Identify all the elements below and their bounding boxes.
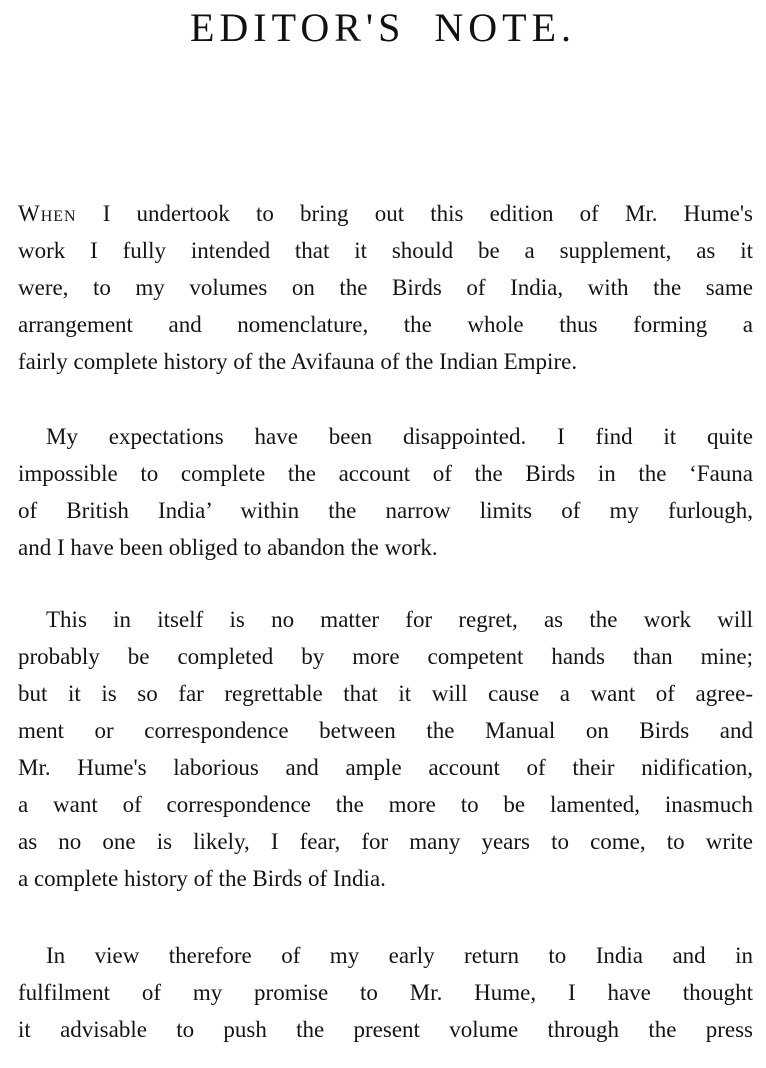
- text-line: it advisable to push the present volume through the press: [18, 1017, 753, 1042]
- text-line: a want of correspondence the more to be lamented, inasmuch: [18, 792, 753, 817]
- text-line: [0, 195, 766, 232]
- text-line: In view therefore of my early return to India and in: [46, 943, 753, 968]
- text-line-rest: I undertook to bring out this edition of Mr. Hume's: [76, 201, 753, 226]
- text-line: work I fully intended that it should be a supplement, as it: [18, 238, 753, 263]
- text-line: ment or correspondence between the Manual on Birds and: [18, 718, 753, 743]
- text-line: Mr. Hume's laborious and ample account of their nidification,: [18, 755, 753, 780]
- page-title: EDITOR'S NOTE.: [189, 5, 576, 50]
- lead-word: When: [18, 201, 77, 226]
- text-line: This in itself is no matter for regret, as the work will: [46, 607, 753, 632]
- paragraph-3: [0, 601, 766, 897]
- text-line: were, to my volumes on the Birds of India, with the same: [18, 275, 753, 300]
- text-line: of British India’ within the narrow limits of my furlough,: [18, 498, 753, 523]
- paragraph-2: [0, 418, 766, 566]
- text-line: My expectations have been disappointed. I find it quite: [46, 424, 753, 449]
- text-line: fairly complete history of the Avifauna of the Indian Empire.: [18, 349, 578, 374]
- text-line: fulfilment of my promise to Mr. Hume, I have thought: [18, 980, 753, 1005]
- text-line: and I have been obliged to abandon the work.: [18, 535, 438, 560]
- text-line: arrangement and nomenclature, the whole thus forming a: [18, 312, 753, 337]
- text-line: as no one is likely, I fear, for many years to come, to write: [18, 829, 753, 854]
- text-line: but it is so far regrettable that it will cause a want of agree-: [18, 681, 753, 706]
- text-line: a complete history of the Birds of India.: [18, 866, 386, 891]
- paragraph-4: [0, 937, 766, 1048]
- paragraph-1: [0, 195, 766, 380]
- text-line: impossible to complete the account of the Birds in the ‘Fauna: [18, 461, 753, 486]
- text-line: probably be completed by more competent hands than mine;: [18, 644, 753, 669]
